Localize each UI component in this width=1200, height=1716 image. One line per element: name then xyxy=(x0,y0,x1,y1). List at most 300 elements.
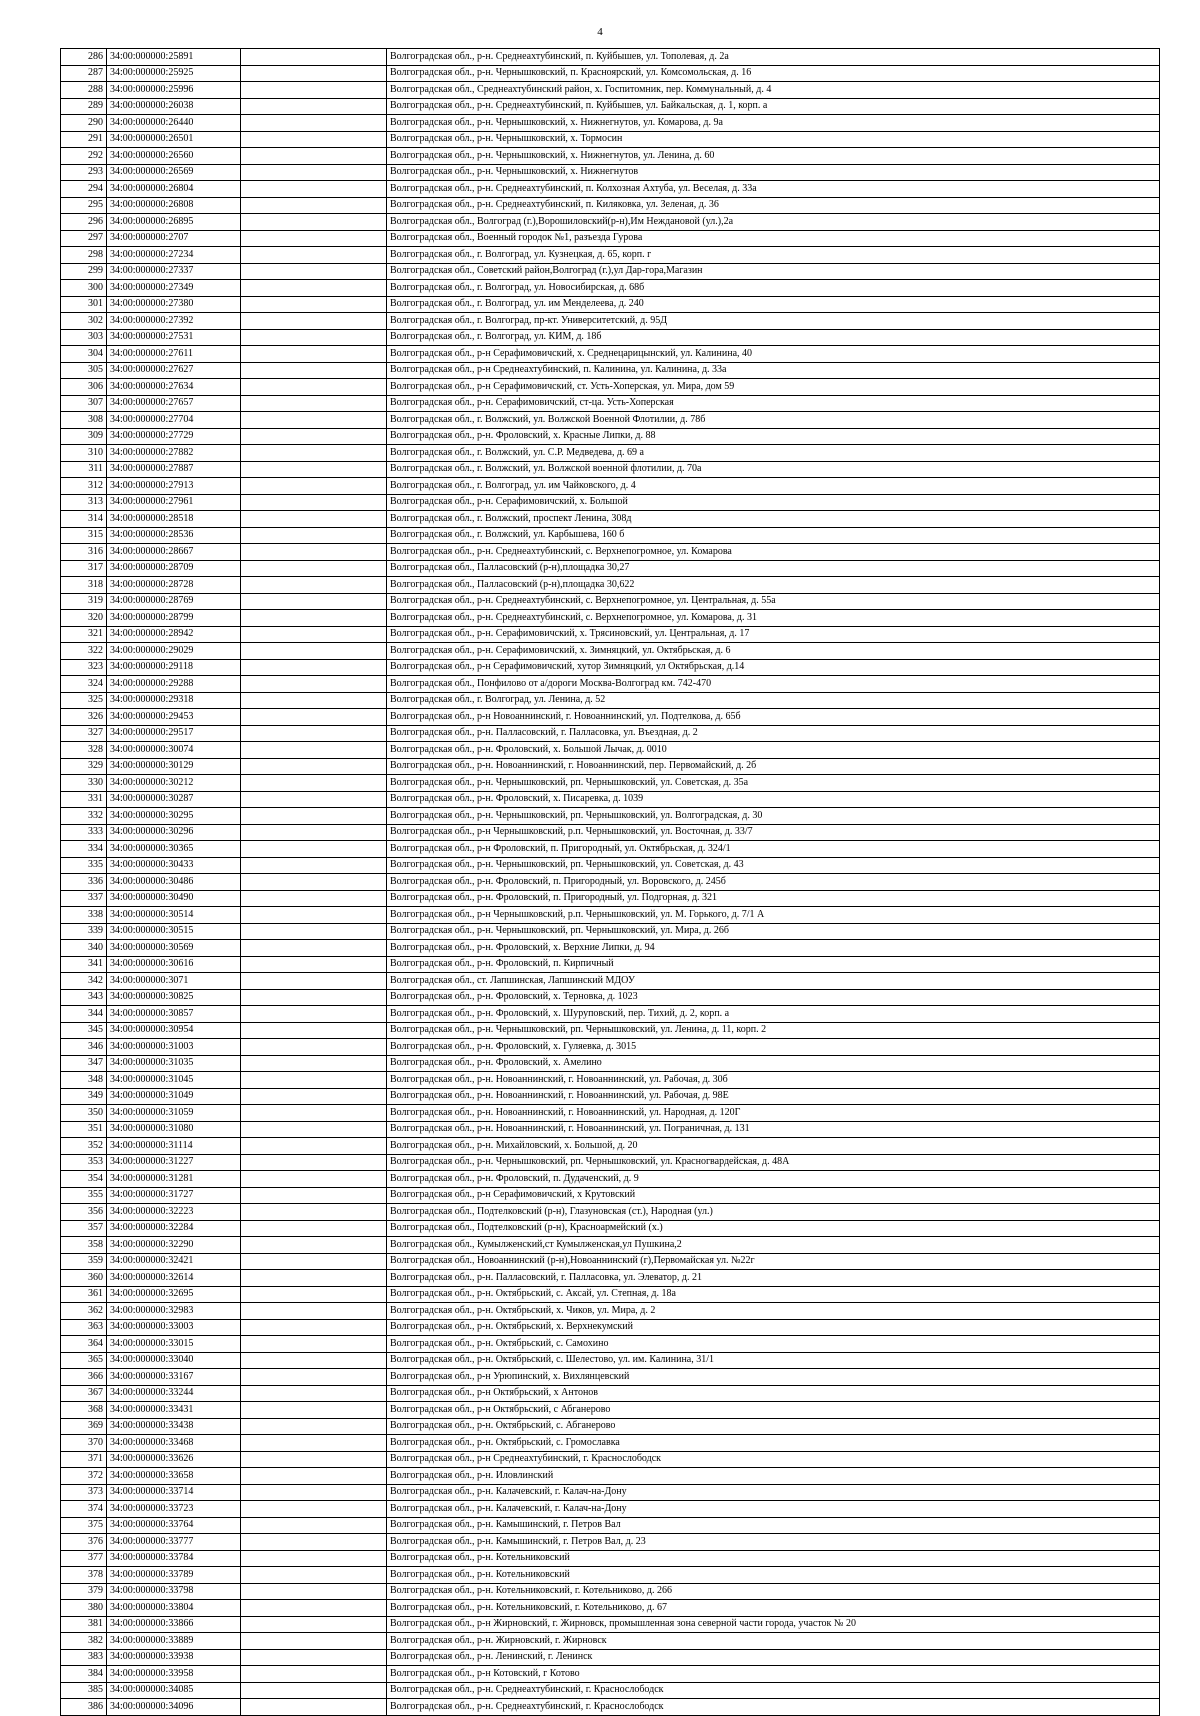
table-row xyxy=(61,181,1160,198)
empty-cell xyxy=(241,907,387,924)
cadastral-number: 34:00:000000:33658 xyxy=(107,1468,241,1485)
cadastral-number: 34:00:000000:33438 xyxy=(107,1418,241,1435)
table-row xyxy=(61,709,1160,726)
cadastral-number: 34:00:000000:30296 xyxy=(107,824,241,841)
table-row xyxy=(61,494,1160,511)
empty-cell xyxy=(241,445,387,462)
address: Волгоградская обл., р-н. Чернышковский, рп. Чернышковский, ул. Ленина, д. 11, корп. 2 xyxy=(387,1022,1160,1039)
address: Волгоградская обл., р-н. Фроловский, х. Писаревка, д. 1039 xyxy=(387,791,1160,808)
row-number: 313 xyxy=(61,494,107,511)
row-number: 356 xyxy=(61,1204,107,1221)
cadastral-number: 34:00:000000:26560 xyxy=(107,148,241,165)
empty-cell xyxy=(241,395,387,412)
address: Волгоградская обл., р-н. Чернышковский, рп. Чернышковский, ул. Советская, д. 43 xyxy=(387,857,1160,874)
table-row xyxy=(61,1369,1160,1386)
empty-cell xyxy=(241,1319,387,1336)
cadastral-number: 34:00:000000:32421 xyxy=(107,1253,241,1270)
address: Волгоградская обл., р-н. Новоаннинский, г. Новоаннинский, ул. Рабочая, д. 30б xyxy=(387,1072,1160,1089)
table-row xyxy=(61,1055,1160,1072)
empty-cell xyxy=(241,1187,387,1204)
cadastral-number: 34:00:000000:26440 xyxy=(107,115,241,132)
address: Волгоградская обл., р-н. Новоаннинский, г. Новоаннинский, ул. Народная, д. 120Г xyxy=(387,1105,1160,1122)
empty-cell xyxy=(241,791,387,808)
cadastral-number: 34:00:000000:32983 xyxy=(107,1303,241,1320)
row-number: 288 xyxy=(61,82,107,99)
table-row xyxy=(61,874,1160,891)
table-row xyxy=(61,296,1160,313)
cadastral-number: 34:00:000000:30515 xyxy=(107,923,241,940)
address: Волгоградская обл., р-н. Октябрьский, с. Шелестово, ул. им. Калинина, 31/1 xyxy=(387,1352,1160,1369)
cadastral-number: 34:00:000000:29118 xyxy=(107,659,241,676)
table-row xyxy=(61,1220,1160,1237)
cadastral-number: 34:00:000000:27627 xyxy=(107,362,241,379)
row-number: 359 xyxy=(61,1253,107,1270)
cadastral-number: 34:00:000000:32223 xyxy=(107,1204,241,1221)
empty-cell xyxy=(241,346,387,363)
cadastral-number: 34:00:000000:26804 xyxy=(107,181,241,198)
table-row xyxy=(61,214,1160,231)
row-number: 343 xyxy=(61,989,107,1006)
cadastral-number: 34:00:000000:33431 xyxy=(107,1402,241,1419)
empty-cell xyxy=(241,989,387,1006)
row-number: 348 xyxy=(61,1072,107,1089)
address: Волгоградская обл., р-н. Среднеахтубинский, с. Верхнепогромное, ул. Комарова, д. 31 xyxy=(387,610,1160,627)
row-number: 369 xyxy=(61,1418,107,1435)
address: Волгоградская обл., р-н. Фроловский, х. Шуруповский, пер. Тихий, д. 2, корп. а xyxy=(387,1006,1160,1023)
address: Волгоградская обл., р-н. Среднеахтубинский, п. Киляковка, ул. Зеленая, д. 36 xyxy=(387,197,1160,214)
address: Волгоградская обл., г. Волгоград, ул. им Чайковского, д. 4 xyxy=(387,478,1160,495)
cadastral-number: 34:00:000000:29453 xyxy=(107,709,241,726)
table-row xyxy=(61,461,1160,478)
empty-cell xyxy=(241,115,387,132)
address: Волгоградская обл., г. Волжский, проспект Ленина, 308д xyxy=(387,511,1160,528)
cadastral-number: 34:00:000000:30857 xyxy=(107,1006,241,1023)
table-row xyxy=(61,1402,1160,1419)
address: Волгоградская обл., Новоаннинский (р-н),Новоаннинский (г),Первомайская ул. №22г xyxy=(387,1253,1160,1270)
cadastral-number: 34:00:000000:33958 xyxy=(107,1666,241,1683)
table-row xyxy=(61,115,1160,132)
page-number: 4 xyxy=(597,26,603,38)
row-number: 375 xyxy=(61,1517,107,1534)
cadastral-number: 34:00:000000:2707 xyxy=(107,230,241,247)
empty-cell xyxy=(241,1402,387,1419)
empty-cell xyxy=(241,1550,387,1567)
row-number: 349 xyxy=(61,1088,107,1105)
table-row xyxy=(61,1517,1160,1534)
row-number: 383 xyxy=(61,1649,107,1666)
empty-cell xyxy=(241,1088,387,1105)
address: Волгоградская обл., р-н. Чернышковский, х. Нижнегнутов, ул. Ленина, д. 60 xyxy=(387,148,1160,165)
cadastral-number: 34:00:000000:33714 xyxy=(107,1484,241,1501)
row-number: 346 xyxy=(61,1039,107,1056)
empty-cell xyxy=(241,1121,387,1138)
cadastral-number: 34:00:000000:34085 xyxy=(107,1682,241,1699)
cadastral-number: 34:00:000000:31059 xyxy=(107,1105,241,1122)
table-row xyxy=(61,907,1160,924)
address: Волгоградская обл., р-н Октябрьский, х Антонов xyxy=(387,1385,1160,1402)
table-row xyxy=(61,1286,1160,1303)
table-row xyxy=(61,989,1160,1006)
row-number: 314 xyxy=(61,511,107,528)
address: Волгоградская обл., Подтелковский (р-н), Глазуновская (ст.), Народная (ул.) xyxy=(387,1204,1160,1221)
row-number: 295 xyxy=(61,197,107,214)
row-number: 380 xyxy=(61,1600,107,1617)
table-row xyxy=(61,412,1160,429)
empty-cell xyxy=(241,247,387,264)
table-row xyxy=(61,1303,1160,1320)
table-row xyxy=(61,1237,1160,1254)
table-row xyxy=(61,973,1160,990)
cadastral-number: 34:00:000000:27657 xyxy=(107,395,241,412)
table-row xyxy=(61,1699,1160,1716)
empty-cell xyxy=(241,1534,387,1551)
address: Волгоградская обл., г. Волжский, ул. Карбышева, 160 б xyxy=(387,527,1160,544)
address: Волгоградская обл., Среднеахтубинский район, х. Госпитомник, пер. Коммунальный, д. 4 xyxy=(387,82,1160,99)
empty-cell xyxy=(241,1699,387,1716)
row-number: 372 xyxy=(61,1468,107,1485)
row-number: 297 xyxy=(61,230,107,247)
row-number: 306 xyxy=(61,379,107,396)
empty-cell xyxy=(241,263,387,280)
address: Волгоградская обл., р-н Серафимовичский, хутор Зимняцкий, ул Октябрьская, д.14 xyxy=(387,659,1160,676)
row-number: 317 xyxy=(61,560,107,577)
cadastral-number: 34:00:000000:25891 xyxy=(107,49,241,66)
address: Волгоградская обл., г. Волгоград, пр-кт. Университетский, д. 95Д xyxy=(387,313,1160,330)
empty-cell xyxy=(241,527,387,544)
address: Волгоградская обл., р-н. Среднеахтубинский, п. Колхозная Ахтуба, ул. Веселая, д. 33а xyxy=(387,181,1160,198)
row-number: 373 xyxy=(61,1484,107,1501)
empty-cell xyxy=(241,857,387,874)
row-number: 308 xyxy=(61,412,107,429)
address: Волгоградская обл., р-н. Чернышковский, х. Нижнегнутов xyxy=(387,164,1160,181)
address: Волгоградская обл., р-н. Среднеахтубинский, с. Верхнепогромное, ул. Комарова xyxy=(387,544,1160,561)
table-row xyxy=(61,164,1160,181)
empty-cell xyxy=(241,1055,387,1072)
address: Волгоградская обл., р-н Котовский, г Котово xyxy=(387,1666,1160,1683)
row-number: 302 xyxy=(61,313,107,330)
address: Волгоградская обл., р-н Серафимовичский, х Крутовский xyxy=(387,1187,1160,1204)
table-row xyxy=(61,890,1160,907)
row-number: 319 xyxy=(61,593,107,610)
table-row xyxy=(61,544,1160,561)
address: Волгоградская обл., Понфилово от а/дороги Москва-Волгоград км. 742-470 xyxy=(387,676,1160,693)
cadastral-number: 34:00:000000:27704 xyxy=(107,412,241,429)
cadastral-number: 34:00:000000:27392 xyxy=(107,313,241,330)
empty-cell xyxy=(241,874,387,891)
address: Волгоградская обл., Военный городок №1, разъезда Гурова xyxy=(387,230,1160,247)
row-number: 310 xyxy=(61,445,107,462)
cadastral-number: 34:00:000000:25925 xyxy=(107,65,241,82)
cadastral-number: 34:00:000000:27380 xyxy=(107,296,241,313)
empty-cell xyxy=(241,329,387,346)
empty-cell xyxy=(241,214,387,231)
empty-cell xyxy=(241,1649,387,1666)
cadastral-number: 34:00:000000:26895 xyxy=(107,214,241,231)
empty-cell xyxy=(241,1039,387,1056)
empty-cell xyxy=(241,1171,387,1188)
table-row xyxy=(61,313,1160,330)
table-row xyxy=(61,1484,1160,1501)
cadastral-number: 34:00:000000:34096 xyxy=(107,1699,241,1716)
row-number: 327 xyxy=(61,725,107,742)
table-row xyxy=(61,1435,1160,1452)
cadastral-number: 34:00:000000:28518 xyxy=(107,511,241,528)
row-number: 286 xyxy=(61,49,107,66)
address: Волгоградская обл., р-н. Чернышковский, рп. Чернышковский, ул. Советская, д. 35а xyxy=(387,775,1160,792)
address: Волгоградская обл., р-н Среднеахтубинский, п. Калинина, ул. Калинина, д. 33а xyxy=(387,362,1160,379)
row-number: 324 xyxy=(61,676,107,693)
address: Волгоградская обл., р-н. Октябрьский, х. Чиков, ул. Мира, д. 2 xyxy=(387,1303,1160,1320)
empty-cell xyxy=(241,593,387,610)
address: Волгоградская обл., р-н. Чернышковский, п. Красноярский, ул. Комсомольская, д. 16 xyxy=(387,65,1160,82)
cadastral-number: 34:00:000000:33244 xyxy=(107,1385,241,1402)
table-row xyxy=(61,857,1160,874)
empty-cell xyxy=(241,1682,387,1699)
row-number: 331 xyxy=(61,791,107,808)
table-row xyxy=(61,329,1160,346)
empty-cell xyxy=(241,1006,387,1023)
address: Волгоградская обл., Палласовский (р-н),площадка 30,622 xyxy=(387,577,1160,594)
empty-cell xyxy=(241,742,387,759)
table-row xyxy=(61,1534,1160,1551)
table-row xyxy=(61,1072,1160,1089)
table-row xyxy=(61,676,1160,693)
address: Волгоградская обл., р-н. Котельниковский, г. Котельниково, д. 67 xyxy=(387,1600,1160,1617)
table-row xyxy=(61,1022,1160,1039)
empty-cell xyxy=(241,692,387,709)
table-row xyxy=(61,1154,1160,1171)
cadastral-number: 34:00:000000:27913 xyxy=(107,478,241,495)
table-row xyxy=(61,1039,1160,1056)
address: Волгоградская обл., р-н. Чернышковский, рп. Чернышковский, ул. Красногвардейская, д. 48А xyxy=(387,1154,1160,1171)
row-number: 365 xyxy=(61,1352,107,1369)
table-row xyxy=(61,725,1160,742)
cadastral-number: 34:00:000000:30954 xyxy=(107,1022,241,1039)
address: Волгоградская обл., г. Волгоград, ул. Ленина, д. 52 xyxy=(387,692,1160,709)
address: Волгоградская обл., р-н. Фроловский, х. Красные Липки, д. 88 xyxy=(387,428,1160,445)
address: Волгоградская обл., р-н. Среднеахтубинский, г. Краснослободск xyxy=(387,1699,1160,1716)
address: Волгоградская обл., р-н. Камышинский, г. Петров Вал, д. 23 xyxy=(387,1534,1160,1551)
table-row xyxy=(61,593,1160,610)
address: Волгоградская обл., г. Волгоград, ул. Новосибирская, д. 68б xyxy=(387,280,1160,297)
table-row xyxy=(61,940,1160,957)
row-number: 311 xyxy=(61,461,107,478)
empty-cell xyxy=(241,659,387,676)
empty-cell xyxy=(241,461,387,478)
cadastral-number: 34:00:000000:33764 xyxy=(107,1517,241,1534)
cadastral-number: 34:00:000000:30212 xyxy=(107,775,241,792)
address: Волгоградская обл., р-н. Калачевский, г. Калач-на-Дону xyxy=(387,1484,1160,1501)
row-number: 386 xyxy=(61,1699,107,1716)
empty-cell xyxy=(241,131,387,148)
table-row xyxy=(61,1550,1160,1567)
table-row xyxy=(61,280,1160,297)
table-row xyxy=(61,263,1160,280)
row-number: 296 xyxy=(61,214,107,231)
table-row xyxy=(61,1583,1160,1600)
cadastral-number: 34:00:000000:32290 xyxy=(107,1237,241,1254)
row-number: 357 xyxy=(61,1220,107,1237)
row-number: 321 xyxy=(61,626,107,643)
row-number: 299 xyxy=(61,263,107,280)
table-row xyxy=(61,808,1160,825)
cadastral-number: 34:00:000000:28667 xyxy=(107,544,241,561)
address: Волгоградская обл., р-н. Котельниковский, г. Котельниково, д. 266 xyxy=(387,1583,1160,1600)
address: Волгоградская обл., р-н. Калачевский, г. Калач-на-Дону xyxy=(387,1501,1160,1518)
address: Волгоградская обл., г. Волгоград, ул. им Менделеева, д. 240 xyxy=(387,296,1160,313)
row-number: 330 xyxy=(61,775,107,792)
address: Волгоградская обл., р-н Чернышковский, р.п. Чернышковский, ул. М. Горького, д. 7/1 А xyxy=(387,907,1160,924)
empty-cell xyxy=(241,98,387,115)
row-number: 360 xyxy=(61,1270,107,1287)
empty-cell xyxy=(241,890,387,907)
table-row xyxy=(61,692,1160,709)
table-row xyxy=(61,511,1160,528)
empty-cell xyxy=(241,478,387,495)
address: Волгоградская обл., р-н. Серафимовичский, х. Зимняцкий, ул. Октябрьская, д. 6 xyxy=(387,643,1160,660)
cadastral-number: 34:00:000000:30129 xyxy=(107,758,241,775)
row-number: 292 xyxy=(61,148,107,165)
address: Волгоградская обл., р-н. Чернышковский, х. Тормосин xyxy=(387,131,1160,148)
row-number: 290 xyxy=(61,115,107,132)
row-number: 384 xyxy=(61,1666,107,1683)
address: Волгоградская обл., р-н. Фроловский, п. Дудаченский, д. 9 xyxy=(387,1171,1160,1188)
empty-cell xyxy=(241,1253,387,1270)
cadastral-number: 34:00:000000:30287 xyxy=(107,791,241,808)
empty-cell xyxy=(241,808,387,825)
row-number: 325 xyxy=(61,692,107,709)
table-row xyxy=(61,626,1160,643)
cadastral-number: 34:00:000000:25996 xyxy=(107,82,241,99)
address: Волгоградская обл., р-н. Среднеахтубинский, с. Верхнепогромное, ул. Центральная, д. 55а xyxy=(387,593,1160,610)
row-number: 374 xyxy=(61,1501,107,1518)
cadastral-number: 34:00:000000:33723 xyxy=(107,1501,241,1518)
table-row xyxy=(61,1616,1160,1633)
empty-cell xyxy=(241,82,387,99)
table-row xyxy=(61,65,1160,82)
table-row xyxy=(61,1204,1160,1221)
empty-cell xyxy=(241,428,387,445)
row-number: 316 xyxy=(61,544,107,561)
address: Волгоградская обл., р-н. Михайловский, х. Большой, д. 20 xyxy=(387,1138,1160,1155)
address: Волгоградская обл., р-н. Октябрьский, х. Верхнекумский xyxy=(387,1319,1160,1336)
cadastral-number: 34:00:000000:27349 xyxy=(107,280,241,297)
cadastral-number: 34:00:000000:33777 xyxy=(107,1534,241,1551)
empty-cell xyxy=(241,1567,387,1584)
empty-cell xyxy=(241,230,387,247)
address: Волгоградская обл., р-н. Котельниковский xyxy=(387,1567,1160,1584)
address: Волгоградская обл., р-н Серафимовичский, ст. Усть-Хоперская, ул. Мира, дом 59 xyxy=(387,379,1160,396)
cadastral-number: 34:00:000000:26569 xyxy=(107,164,241,181)
cadastral-number: 34:00:000000:31114 xyxy=(107,1138,241,1155)
address: Волгоградская обл., р-н. Котельниковский xyxy=(387,1550,1160,1567)
address: Волгоградская обл., р-н. Чернышковский, рп. Чернышковский, ул. Волгоградская, д. 30 xyxy=(387,808,1160,825)
row-number: 362 xyxy=(61,1303,107,1320)
cadastral-number: 34:00:000000:27729 xyxy=(107,428,241,445)
table-row xyxy=(61,1006,1160,1023)
table-row xyxy=(61,1501,1160,1518)
row-number: 336 xyxy=(61,874,107,891)
table-row xyxy=(61,379,1160,396)
address: Волгоградская обл., р-н. Серафимовичский, ст-ца. Усть-Хоперская xyxy=(387,395,1160,412)
table-row xyxy=(61,841,1160,858)
table-row xyxy=(61,527,1160,544)
address: Волгоградская обл., р-н Чернышковский, р.п. Чернышковский, ул. Восточная, д. 33/7 xyxy=(387,824,1160,841)
address: Волгоградская обл., Кумылженский,ст Кумылженская,ул Пушкина,2 xyxy=(387,1237,1160,1254)
address: Волгоградская обл., г. Волжский, ул. Волжской Военной Флотилии, д. 78б xyxy=(387,412,1160,429)
address: Волгоградская обл., Подтелковский (р-н), Красноармейский (х.) xyxy=(387,1220,1160,1237)
address: Волгоградская обл., Волгоград (г.),Ворошиловский(р-н),Им Неждановой (ул.),2а xyxy=(387,214,1160,231)
empty-cell xyxy=(241,1517,387,1534)
cadastral-number: 34:00:000000:31227 xyxy=(107,1154,241,1171)
address: Волгоградская обл., р-н. Иловлинский xyxy=(387,1468,1160,1485)
cadastral-number: 34:00:000000:33040 xyxy=(107,1352,241,1369)
address: Волгоградская обл., р-н. Новоаннинский, г. Новоаннинский, ул. Пограничная, д. 131 xyxy=(387,1121,1160,1138)
empty-cell xyxy=(241,956,387,973)
address: Волгоградская обл., р-н. Фроловский, х. Терновка, д. 1023 xyxy=(387,989,1160,1006)
empty-cell xyxy=(241,1484,387,1501)
empty-cell xyxy=(241,1435,387,1452)
empty-cell xyxy=(241,1666,387,1683)
empty-cell xyxy=(241,676,387,693)
address: Волгоградская обл., ст. Лапшинская, Лапшинский МДОУ xyxy=(387,973,1160,990)
row-number: 294 xyxy=(61,181,107,198)
empty-cell xyxy=(241,1616,387,1633)
cadastral-number: 34:00:000000:29029 xyxy=(107,643,241,660)
address: Волгоградская обл., г. Волжский, ул. Волжской военной флотилии, д. 70а xyxy=(387,461,1160,478)
row-number: 370 xyxy=(61,1435,107,1452)
row-number: 342 xyxy=(61,973,107,990)
row-number: 376 xyxy=(61,1534,107,1551)
empty-cell xyxy=(241,1451,387,1468)
cadastral-number: 34:00:000000:30433 xyxy=(107,857,241,874)
cadastral-number: 34:00:000000:29288 xyxy=(107,676,241,693)
table-row xyxy=(61,1270,1160,1287)
cadastral-number: 34:00:000000:31003 xyxy=(107,1039,241,1056)
row-number: 366 xyxy=(61,1369,107,1386)
table-row xyxy=(61,98,1160,115)
address: Волгоградская обл., р-н. Среднеахтубинский, п. Куйбышев, ул. Байкальская, д. 1, корп. а xyxy=(387,98,1160,115)
empty-cell xyxy=(241,49,387,66)
row-number: 291 xyxy=(61,131,107,148)
cadastral-number: 34:00:000000:27531 xyxy=(107,329,241,346)
table-row xyxy=(61,923,1160,940)
cadastral-number: 34:00:000000:31045 xyxy=(107,1072,241,1089)
empty-cell xyxy=(241,610,387,627)
empty-cell xyxy=(241,577,387,594)
cadastral-number: 34:00:000000:27611 xyxy=(107,346,241,363)
cadastral-number: 34:00:000000:31281 xyxy=(107,1171,241,1188)
table-row xyxy=(61,758,1160,775)
row-number: 385 xyxy=(61,1682,107,1699)
table-row xyxy=(61,824,1160,841)
row-number: 378 xyxy=(61,1567,107,1584)
table-row xyxy=(61,1105,1160,1122)
table-row xyxy=(61,775,1160,792)
cadastral-number: 34:00:000000:26808 xyxy=(107,197,241,214)
empty-cell xyxy=(241,511,387,528)
cadastral-number: 34:00:000000:26038 xyxy=(107,98,241,115)
cadastral-number: 34:00:000000:30514 xyxy=(107,907,241,924)
row-number: 361 xyxy=(61,1286,107,1303)
table-row xyxy=(61,1171,1160,1188)
empty-cell xyxy=(241,758,387,775)
register-table xyxy=(60,48,1160,1716)
row-number: 340 xyxy=(61,940,107,957)
table-row xyxy=(61,478,1160,495)
row-number: 309 xyxy=(61,428,107,445)
address: Волгоградская обл., р-н Октябрьский, с Абганерово xyxy=(387,1402,1160,1419)
